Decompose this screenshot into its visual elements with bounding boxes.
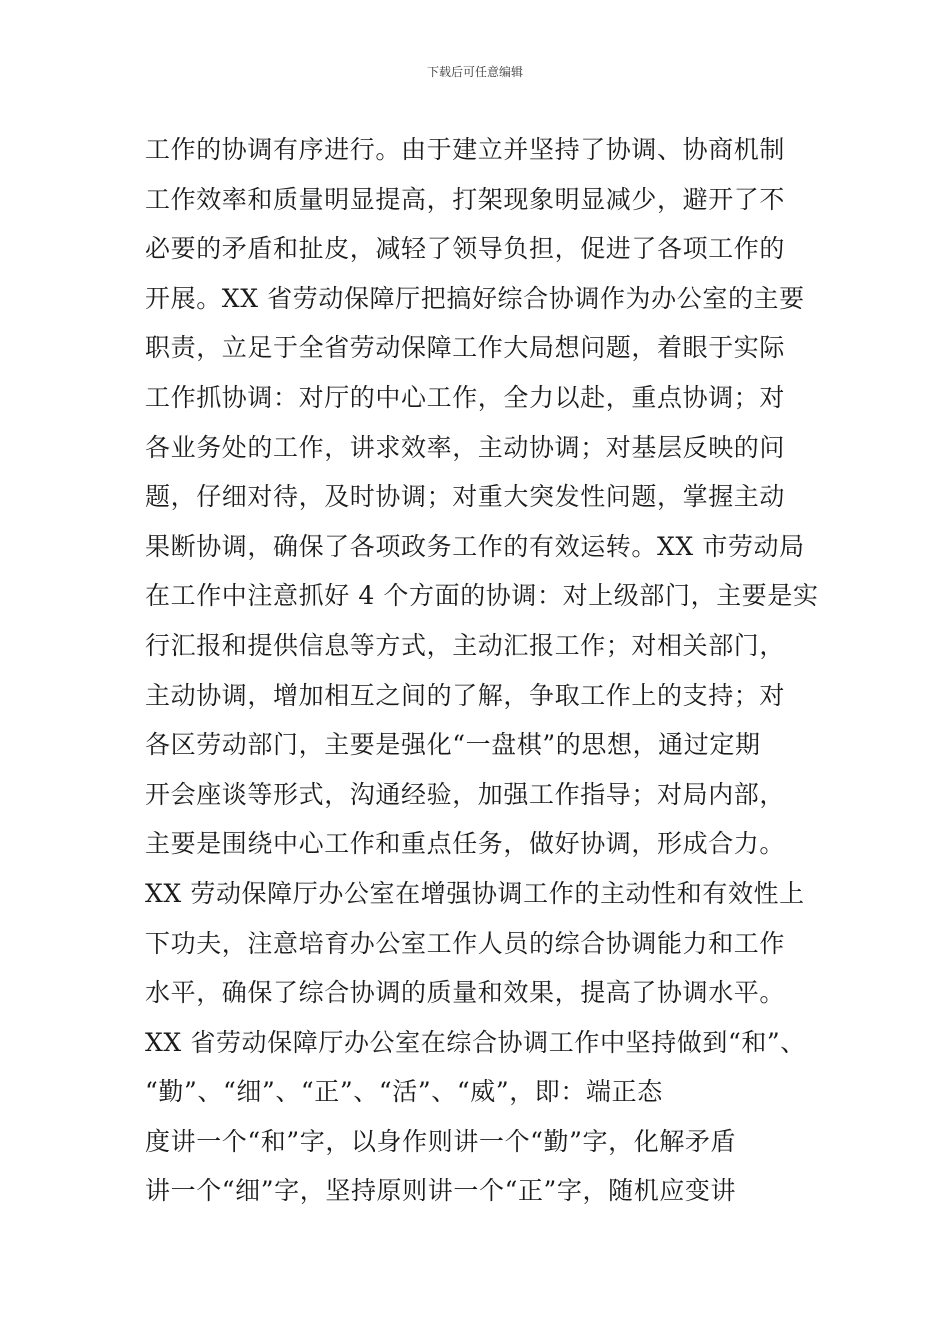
body-line: 行汇报和提供信息等方式，主动汇报工作；对相关部门， [145,630,786,660]
body-line: 开会座谈等形式，沟通经验，加强工作指导；对局内部， [145,779,786,809]
body-line: 讲一个“细”字，坚持原则讲一个“正”字，随机应变讲 [145,1176,737,1206]
body-line: 工作的协调有序进行。由于建立并坚持了协调、协商机制 [145,135,786,164]
body-line: “勤”、“细”、“正”、“活”、“威”，即：端正态 [145,1077,663,1107]
body-line: 题，仔细对待，及时协调；对重大突发性问题，掌握主动 [145,482,786,512]
body-line: 开展。XX 省劳动保障厅把搞好综合协调作为办公室的主要 [145,283,805,313]
body-line: 主动协调，增加相互之间的了解，争取工作上的支持；对 [145,680,786,710]
body-line: 下功夫，注意培育办公室工作人员的综合协调能力和工作 [145,928,786,958]
body-line: 在工作中注意抓好 4 个方面的协调：对上级部门，主要是实 [145,581,819,611]
body-line: 果断协调，确保了各项政务工作的有效运转。XX 市劳动局 [145,531,805,561]
body-line: 工作抓协调：对厅的中心工作，全力以赴，重点协调；对 [145,382,786,412]
body-line: 各业务处的工作，讲求效率，主动协调；对基层反映的问 [145,432,786,462]
body-line: 各区劳动部门，主要是强化“一盘棋”的思想，通过定期 [145,730,761,760]
body-line: XX 劳动保障厅办公室在增强协调工作的主动性和有效性上 [145,878,805,908]
body-line: 水平，确保了综合协调的质量和效果，提高了协调水平。 [145,978,786,1008]
body-line: 必要的矛盾和扯皮，减轻了领导负担，促进了各项工作的 [145,234,786,264]
body-line: 工作效率和质量明显提高，打架现象明显减少，避开了不 [145,184,786,214]
page-header-note: 下载后可任意编辑 [426,65,523,79]
body-line: 职责，立足于全省劳动保障工作大局想问题，着眼于实际 [145,333,786,363]
document-body [145,125,835,1216]
body-line: 主要是围绕中心工作和重点任务，做好协调，形成合力。 [145,829,786,859]
body-line: XX 省劳动保障厅办公室在综合协调工作中坚持做到“和”、 [145,1027,806,1057]
body-line: 度讲一个“和”字，以身作则讲一个“勤”字，化解矛盾 [145,1126,737,1156]
